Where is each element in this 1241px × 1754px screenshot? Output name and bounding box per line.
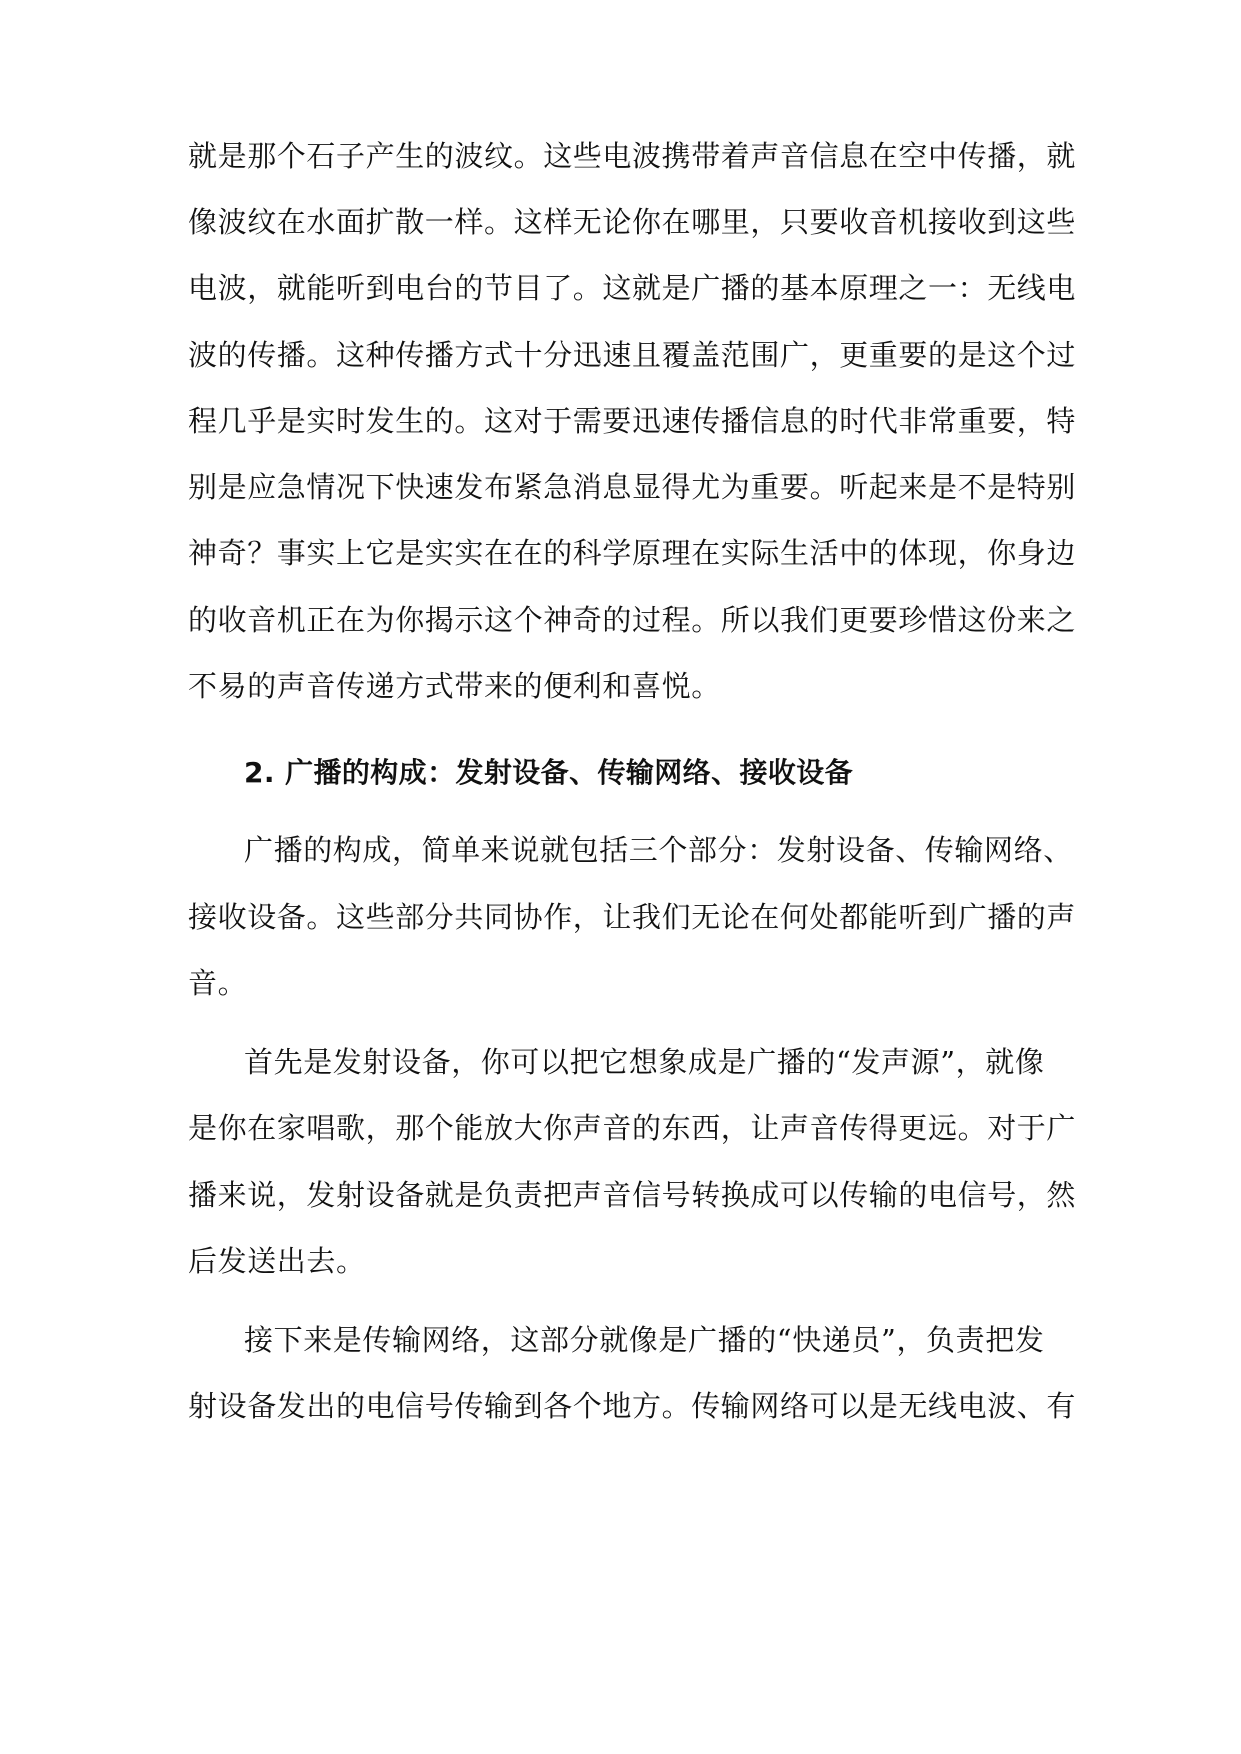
text-line: 接收设备。这些部分共同协作，让我们无论在何处都能听到广播的声 — [188, 900, 1077, 934]
text-line: 播来说，发射设备就是负责把声音信号转换成可以传输的电信号，然 — [188, 1178, 1077, 1212]
text-line: 程几乎是实时发生的。这对于需要迅速传播信息的时代非常重要，特 — [188, 404, 1077, 438]
text-line: 音。 — [188, 966, 248, 1000]
text-line: 接下来是传输网络，这部分就像是广播的“快递员”，负责把发 — [244, 1323, 1045, 1357]
text-line: 波的传播。这种传播方式十分迅速且覆盖范围广，更重要的是这个过 — [188, 338, 1077, 372]
text-line: 就是那个石子产生的波纹。这些电波携带着声音信息在空中传播，就 — [188, 139, 1077, 173]
text-line: 射设备发出的电信号传输到各个地方。传输网络可以是无线电波、有 — [188, 1389, 1077, 1423]
text-line: 是你在家唱歌，那个能放大你声音的东西，让声音传得更远。对于广 — [188, 1111, 1077, 1145]
text-line: 不易的声音传递方式带来的便利和喜悦。 — [188, 669, 721, 703]
text-line: 后发送出去。 — [188, 1244, 366, 1278]
text-line: 神奇？事实上它是实实在在的科学原理在实际生活中的体现，你身边 — [188, 536, 1077, 570]
text-line: 广播的构成，简单来说就包括三个部分：发射设备、传输网络、 — [244, 833, 1073, 867]
text-line: 像波纹在水面扩散一样。这样无论你在哪里，只要收音机接收到这些 — [188, 205, 1077, 239]
section-heading: 2. 广播的构成：发射设备、传输网络、接收设备 — [244, 756, 854, 789]
text-line: 首先是发射设备，你可以把它想象成是广播的“发声源”，就像 — [244, 1045, 1045, 1079]
text-line: 电波，就能听到电台的节目了。这就是广播的基本原理之一：无线电 — [188, 271, 1077, 305]
text-line: 别是应急情况下快速发布紧急消息显得尤为重要。听起来是不是特别 — [188, 470, 1077, 504]
text-line: 的收音机正在为你揭示这个神奇的过程。所以我们更要珍惜这份来之 — [188, 603, 1077, 637]
